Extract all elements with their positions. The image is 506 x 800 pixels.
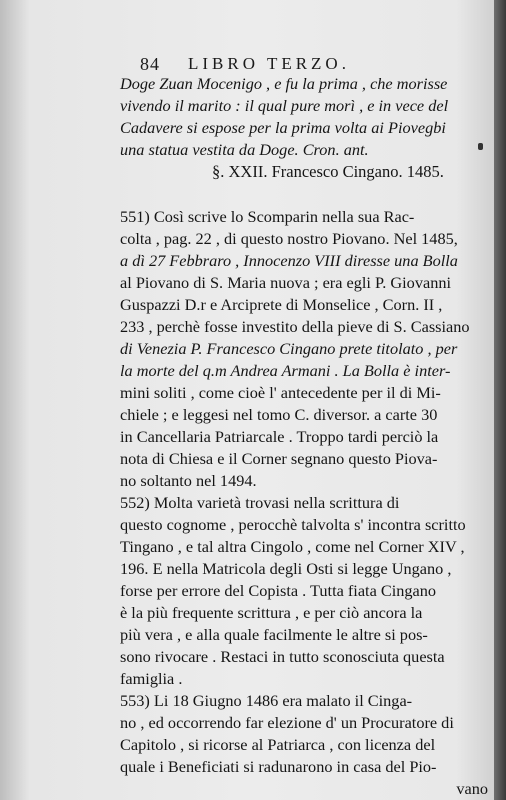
- text-top-continuation: [120, 73, 494, 161]
- paragraph-553: [120, 690, 494, 800]
- text-line: quale i Beneficiati si radunarono in casa del Pio-: [120, 757, 437, 776]
- text-line: sono rivocare . Restaci in tutto sconosciuta questa: [120, 647, 445, 666]
- page-edge-shadow: [494, 0, 506, 800]
- text-line: colta , pag. 22 , di questo nostro Piovano. Nel 1485,: [120, 229, 458, 248]
- text-line: questo cognome , perocchè talvolta s' incontra scritto: [120, 515, 466, 534]
- section-heading: §. XXII. Francesco Cingano. 1485.: [212, 162, 444, 181]
- text-line: 551) Così scrive lo Scomparin nella sua Rac-: [120, 207, 415, 226]
- text-line: no soltanto nel 1494.: [120, 471, 257, 490]
- text-line: una statua vestita da Doge. Cron. ant.: [120, 140, 369, 159]
- paragraph-552: [120, 492, 494, 690]
- text-line: Doge Zuan Mocenigo , e fu la prima , che morisse: [120, 74, 448, 93]
- paragraph-551: [120, 206, 494, 492]
- text-line: 552) Molta varietà trovasi nella scrittura di: [120, 493, 400, 512]
- text-line: in Cancellaria Patriarcale . Troppo tardi perciò la: [120, 427, 439, 446]
- text-line: al Piovano di S. Maria nuova ; era egli P. Giovanni: [120, 273, 451, 292]
- text-line: Guspazzi D.r e Arciprete di Monselice , Corn. II ,: [120, 295, 443, 314]
- text-line: a dì 27 Febbraro , Innocenzo VIII diresse una Bolla: [120, 251, 458, 270]
- text-line: 233 , perchè fosse investito della pieve di S. Cassiano: [120, 317, 470, 336]
- text-line: no , ed occorrendo far elezione d' un Procuratore di: [120, 713, 454, 732]
- catchword: vano: [456, 779, 488, 798]
- text-line: la morte del q.m Andrea Armani . La Bolla è inter-: [120, 361, 451, 380]
- page-number: 84: [140, 54, 160, 74]
- text-line: 553) Li 18 Giugno 1486 era malato il Cinga-: [120, 691, 413, 710]
- text-line: di Venezia P. Francesco Cingano prete titolato , per: [120, 339, 458, 358]
- text-line: nota di Chiesa e il Corner segnano questo Piova-: [120, 449, 438, 468]
- text-line: più vera , e alla quale facilmente le altre si pos-: [120, 625, 428, 644]
- running-title: LIBRO TERZO.: [188, 54, 350, 73]
- text-line: vivendo il marito : il qual pure morì , e in vece del: [120, 96, 449, 115]
- text-line: famiglia .: [120, 669, 183, 688]
- text-line: chiele ; e leggesi nel tomo C. diversor. a carte 30: [120, 405, 438, 424]
- text-line: è la più frequente scrittura , e per ciò ancora la: [120, 603, 423, 622]
- text-line: 196. E nella Matricola degli Osti si legge Ungano ,: [120, 559, 452, 578]
- ink-mark: [478, 143, 483, 150]
- text-line: Tingano , e tal altra Cingolo , come nel Corner XIV ,: [120, 537, 465, 556]
- text-line: forse per errore del Copista . Tutta fiata Cingano: [120, 581, 437, 600]
- text-line: Capitolo , si ricorse al Patriarca , con licenza del: [120, 735, 436, 754]
- text-line: mini soliti , come cioè l' antecedente per il di Mi-: [120, 383, 441, 402]
- text-line: Cadavere si espose per la prima volta ai Piovegbi: [120, 118, 446, 137]
